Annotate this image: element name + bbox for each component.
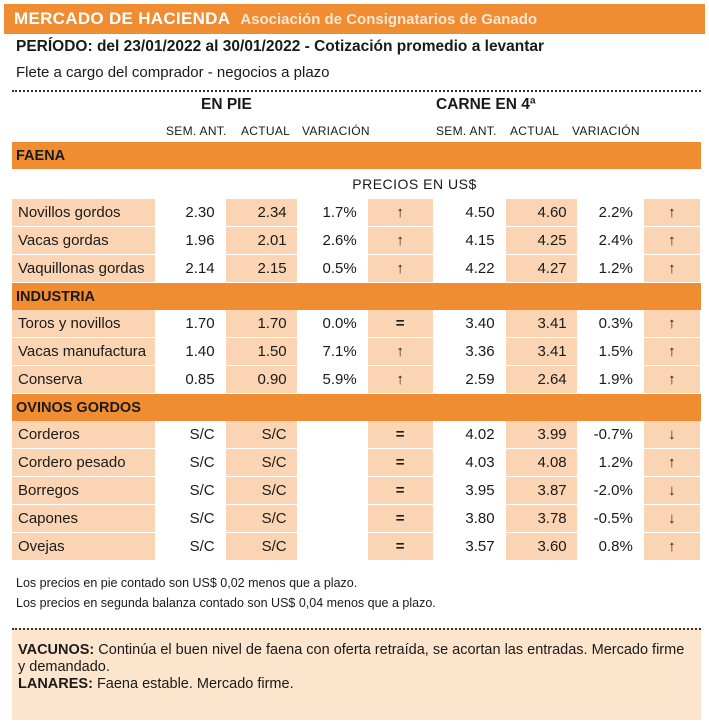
prices-unit-label: PRECIOS EN US$ [352,176,477,192]
pie-trend-icon: ↑ [368,338,434,365]
pie-variacion: 2.6% [298,227,368,254]
carne-trend-icon: ↑ [644,310,701,337]
pie-actual: S/C [226,533,298,560]
carne-variacion: 0.3% [578,310,644,337]
pie-variacion: 5.9% [298,366,368,393]
row-label: Toros y novillos [12,310,156,337]
row-label: Novillos gordos [12,199,156,226]
row-label: Corderos [12,421,156,448]
pie-variacion: 1.7% [298,199,368,226]
pie-variacion [298,533,368,560]
pie-variacion: 0.5% [298,255,368,282]
table-row [12,449,701,477]
table-row [12,199,701,227]
carne-trend-icon: ↑ [644,199,701,226]
faena-rows [4,199,705,283]
carne-sem-ant: 4.50 [434,199,506,226]
pie-actual: 0.90 [226,366,298,393]
pie-trend-icon: = [368,505,434,532]
table-row [12,505,701,533]
section-ovinos: OVINOS GORDOS [12,394,701,421]
pie-sem-ant: 1.40 [156,338,226,365]
carne-sem-ant: 3.80 [434,505,506,532]
ovinos-rows [4,421,705,561]
carne-variacion: 0.8% [578,533,644,560]
comment-vacunos-text: Continúa el buen nivel de faena con oferta retraída, se acortan las entradas. Mercado firme y demandado. [18,642,685,675]
carne-sem-ant: 4.02 [434,421,506,448]
pie-trend-icon: = [368,533,434,560]
pie-sem-ant: 0.85 [156,366,226,393]
carne-trend-icon: ↑ [644,255,701,282]
col-actual-carne: ACTUAL [510,124,560,138]
pie-actual: 2.15 [226,255,298,282]
carne-variacion: 1.5% [578,338,644,365]
pie-sem-ant: 2.14 [156,255,226,282]
carne-sem-ant: 2.59 [434,366,506,393]
pie-trend-icon: ↑ [368,199,434,226]
pie-sem-ant: S/C [156,533,226,560]
row-label: Vacas manufactura [12,338,156,365]
pie-actual: 1.70 [226,310,298,337]
pie-trend-icon: = [368,421,434,448]
pie-actual: S/C [226,421,298,448]
table-row [12,533,701,561]
period-line: PERÍODO: del 23/01/2022 al 30/01/2022 - Cotización promedio a levantar [16,38,545,55]
table-row [12,227,701,255]
pie-sem-ant: S/C [156,477,226,504]
footnote: Los precios en pie contado son US$ 0,02 menos que a plazo. [16,576,358,590]
table-row [12,310,701,338]
table-row [12,421,701,449]
pie-trend-icon: = [368,310,434,337]
carne-sem-ant: 3.57 [434,533,506,560]
carne-sem-ant: 3.36 [434,338,506,365]
carne-actual: 3.41 [506,310,578,337]
carne-trend-icon: ↓ [644,477,701,504]
pie-actual: S/C [226,449,298,476]
comment-lanares-text: Faena estable. Mercado firme. [92,676,294,692]
section-industria: INDUSTRIA [12,283,701,310]
carne-actual: 3.60 [506,533,578,560]
carne-actual: 3.99 [506,421,578,448]
col-sem-ant-pie: SEM. ANT. [166,124,227,138]
pie-variacion: 0.0% [298,310,368,337]
col-variacion-carne: VARIACIÓN [572,124,640,138]
carne-variacion: 2.4% [578,227,644,254]
freight-note: Flete a cargo del comprador - negocios a plazo [16,64,330,81]
carne-trend-icon: ↓ [644,421,701,448]
carne-actual: 3.87 [506,477,578,504]
pie-actual: 1.50 [226,338,298,365]
carne-trend-icon: ↑ [644,533,701,560]
carne-variacion: 1.2% [578,255,644,282]
pie-actual: S/C [226,477,298,504]
comment-vacunos [18,642,695,676]
pie-variacion [298,449,368,476]
pie-variacion [298,505,368,532]
carne-sem-ant: 3.95 [434,477,506,504]
row-label: Vaquillonas gordas [12,255,156,282]
pie-sem-ant: S/C [156,505,226,532]
table-row [12,338,701,366]
report-subtitle: Asociación de Consignatarios de Ganado [240,10,538,28]
footnote: Los precios en segunda balanza contado son US$ 0,04 menos que a plazo. [16,596,436,610]
pie-actual: 2.01 [226,227,298,254]
carne-actual: 4.08 [506,449,578,476]
pie-sem-ant: S/C [156,449,226,476]
pie-variacion [298,421,368,448]
carne-actual: 4.25 [506,227,578,254]
pie-sem-ant: 1.70 [156,310,226,337]
pie-variacion: 7.1% [298,338,368,365]
pie-trend-icon: = [368,449,434,476]
pie-trend-icon: = [368,477,434,504]
col-sem-ant-carne: SEM. ANT. [436,124,497,138]
column-header [4,92,705,142]
industria-rows [4,310,705,394]
pie-sem-ant: S/C [156,421,226,448]
group-en-pie: EN PIE [201,96,252,113]
carne-variacion: 2.2% [578,199,644,226]
market-report [4,4,705,720]
col-variacion-pie: VARIACIÓN [302,124,370,138]
comment-lanares-label: LANARES: [18,676,93,692]
carne-trend-icon: ↑ [644,449,701,476]
row-label: Ovejas [12,533,156,560]
carne-sem-ant: 4.22 [434,255,506,282]
carne-trend-icon: ↑ [644,366,701,393]
pie-trend-icon: ↑ [368,255,434,282]
carne-variacion: -2.0% [578,477,644,504]
row-label: Conserva [12,366,156,393]
pie-sem-ant: 1.96 [156,227,226,254]
carne-trend-icon: ↓ [644,505,701,532]
table-row [12,366,701,394]
report-header [4,4,705,34]
row-label: Borregos [12,477,156,504]
carne-variacion: -0.5% [578,505,644,532]
carne-trend-icon: ↑ [644,338,701,365]
market-comment [12,628,701,720]
carne-sem-ant: 4.15 [434,227,506,254]
carne-variacion: 1.9% [578,366,644,393]
pie-sem-ant: 2.30 [156,199,226,226]
pie-variacion [298,477,368,504]
carne-actual: 3.41 [506,338,578,365]
carne-actual: 4.60 [506,199,578,226]
table-row [12,255,701,283]
carne-variacion: -0.7% [578,421,644,448]
comment-vacunos-label: VACUNOS: [18,642,95,658]
row-label: Capones [12,505,156,532]
pie-trend-icon: ↑ [368,227,434,254]
carne-actual: 2.64 [506,366,578,393]
carne-sem-ant: 3.40 [434,310,506,337]
pie-trend-icon: ↑ [368,366,434,393]
row-label: Cordero pesado [12,449,156,476]
carne-trend-icon: ↑ [644,227,701,254]
row-label: Vacas gordas [12,227,156,254]
footnotes [4,561,705,613]
pie-actual: 2.34 [226,199,298,226]
table-row [12,477,701,505]
section-faena: FAENA [12,142,701,169]
group-carne: CARNE EN 4ª [436,96,536,113]
col-actual-pie: ACTUAL [241,124,291,138]
comment-lanares [18,676,695,693]
carne-variacion: 1.2% [578,449,644,476]
carne-actual: 4.27 [506,255,578,282]
report-title: MERCADO DE HACIENDA [14,9,231,28]
pie-actual: S/C [226,505,298,532]
carne-actual: 3.78 [506,505,578,532]
carne-sem-ant: 4.03 [434,449,506,476]
